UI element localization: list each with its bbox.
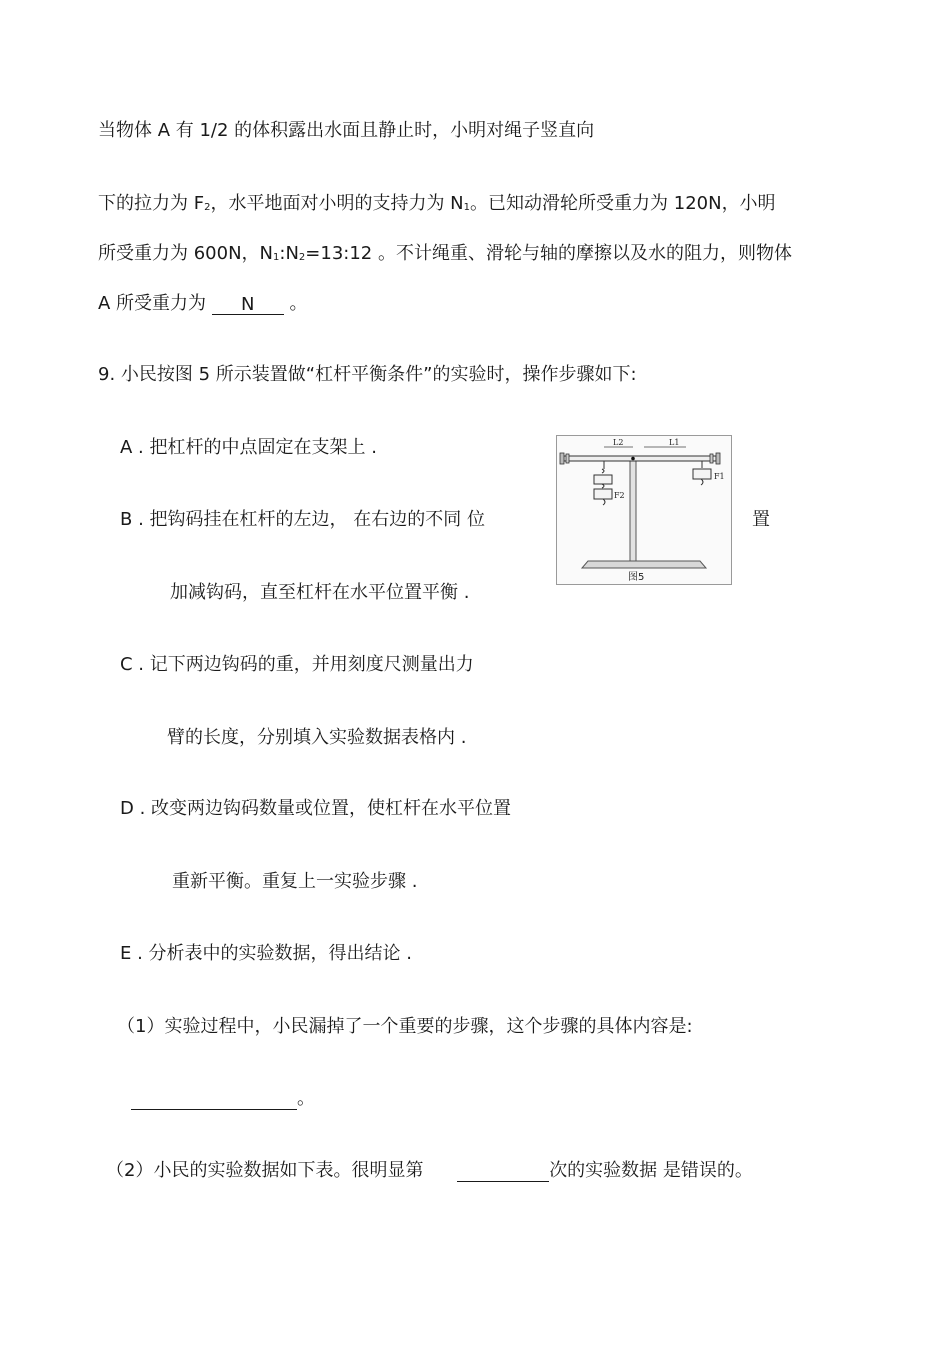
subscript: 2	[204, 202, 211, 213]
sub-question-1	[117, 1016, 693, 1038]
answer-blank[interactable]	[212, 294, 284, 315]
text: :N	[279, 243, 299, 264]
answer-blank[interactable]	[131, 1089, 297, 1110]
text: （1）实验过程中，小民漏掉了一个重要的步骤，这个步骤的具体内容是:	[117, 1016, 693, 1037]
step-b-line-1-end	[752, 509, 770, 531]
text: ，水平地面对小明的支持力为 N	[210, 193, 464, 214]
step-d-line-2	[172, 871, 417, 893]
text-line-1	[98, 120, 594, 142]
text: D . 改变两边钩码数量或位置，使杠杆在水平位置	[120, 798, 512, 819]
text: =13:12 。不计绳重、滑轮与轴的摩擦以及水的阻力，则物体	[305, 243, 792, 264]
text: E . 分析表中的实验数据，得出结论 .	[120, 943, 412, 964]
lever-bar	[564, 456, 716, 461]
step-e	[120, 943, 412, 965]
unit: N	[241, 294, 255, 315]
left-weight	[594, 489, 612, 499]
text: 当物体 A 有 1/2 的体积露出水面且静止时，小明对绳子竖直向	[98, 120, 595, 141]
text: B . 把钩码挂在杠杆的左边， 在右边的不同 位	[120, 509, 485, 530]
pivot-point	[631, 457, 635, 461]
right-balance-nut	[716, 453, 720, 464]
text: A 所受重力为	[98, 293, 207, 314]
step-b-line-2	[170, 582, 469, 604]
right-balance-nut	[710, 454, 713, 463]
step-d-line-1	[120, 798, 511, 820]
text-line-3	[98, 243, 792, 269]
stand-base	[582, 561, 706, 568]
l1-label: L1	[669, 438, 680, 447]
text: 。	[297, 1088, 315, 1109]
step-c-line-2	[167, 727, 466, 749]
text-line-4	[98, 293, 308, 315]
text: 所受重力为 600N	[98, 243, 242, 264]
text: A . 把杠杆的中点固定在支架上 .	[120, 437, 377, 458]
left-balance-nut	[566, 454, 569, 463]
text: ，N	[241, 243, 274, 264]
left-weight	[594, 475, 612, 484]
f2-label: F2	[614, 491, 625, 500]
text: 加减钩码，直至杠杆在水平位置平衡 .	[170, 582, 470, 603]
sub-question-1-answer	[131, 1088, 315, 1110]
text: 重新平衡。重复上一实验步骤 .	[172, 871, 418, 892]
text: 。	[289, 293, 308, 314]
subscript: 1	[463, 202, 471, 213]
left-balance-nut	[560, 453, 564, 464]
step-b-line-1	[120, 509, 485, 531]
text: 臂的长度，分别填入实验数据表格内 .	[167, 727, 467, 748]
text: 置	[752, 509, 770, 530]
text: 9. 小民按图 5 所示装置做“杠杆平衡条件”的实验时，操作步骤如下:	[98, 364, 637, 385]
text: C . 记下两边钩码的重，并用刻度尺测量出力	[120, 654, 474, 675]
figure-caption: 图5	[628, 572, 645, 583]
sub-question-2	[106, 1160, 753, 1182]
text: 次的实验数据 是错误的。	[549, 1160, 753, 1181]
text: （2）小民的实验数据如下表。很明显第	[106, 1160, 424, 1181]
step-c-line-1	[120, 654, 474, 676]
text: ，小明	[721, 193, 776, 214]
text: 。已知动滑轮所受重力为 120N	[470, 193, 722, 214]
text: 下的拉力为 F	[98, 193, 205, 214]
stand-post	[630, 459, 636, 561]
right-weight	[693, 469, 711, 479]
answer-blank[interactable]	[457, 1161, 549, 1182]
f1-label: F1	[714, 472, 725, 481]
step-a	[120, 437, 377, 459]
question-9-intro	[98, 364, 637, 386]
subscript: 2	[298, 252, 306, 263]
text-line-2	[98, 193, 776, 219]
subscript: 1	[273, 252, 280, 263]
lever-figure	[556, 435, 732, 585]
lever-diagram	[556, 435, 732, 585]
l2-label: L2	[613, 438, 624, 447]
